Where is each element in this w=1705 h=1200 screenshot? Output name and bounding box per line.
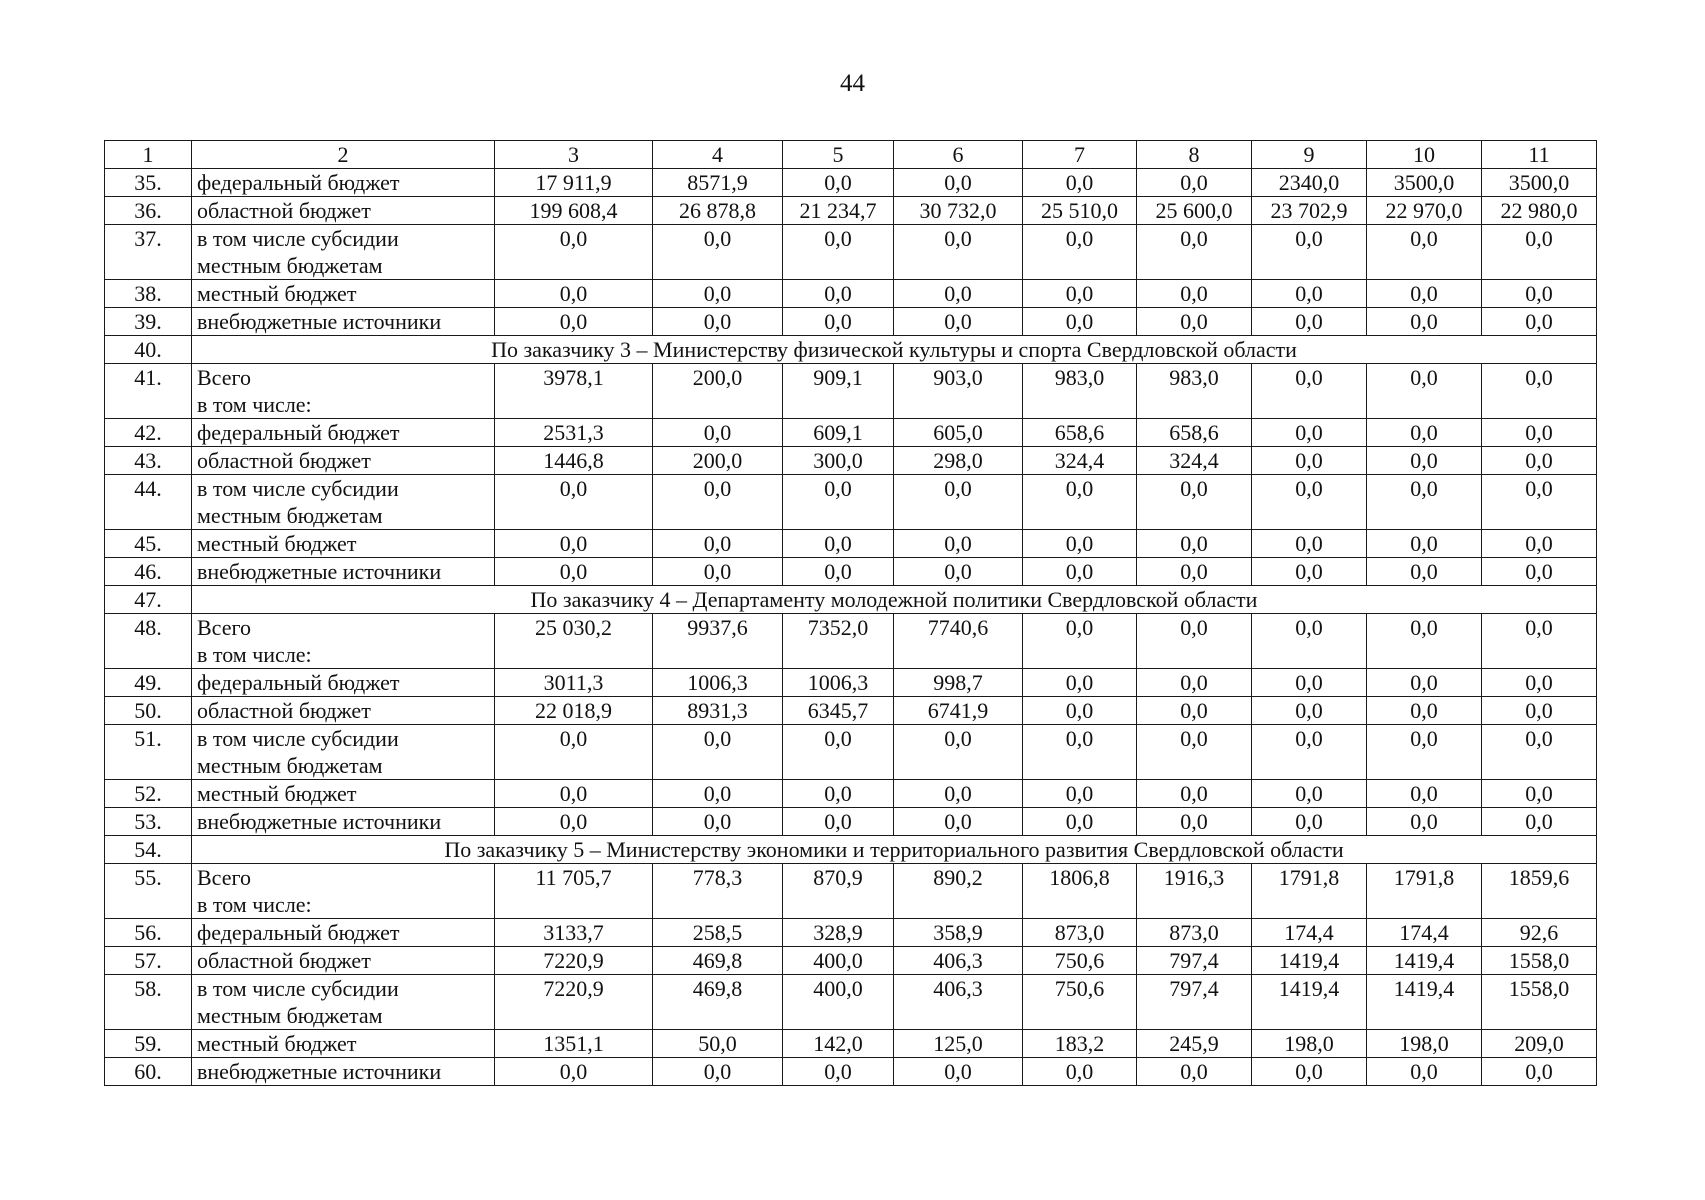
value-cell: 0,0 <box>894 808 1023 836</box>
value-cell: 0,0 <box>1367 614 1482 669</box>
value-cell: 22 018,9 <box>495 697 653 725</box>
value-cell: 328,9 <box>783 919 894 947</box>
row-number: 53. <box>105 808 192 836</box>
value-cell: 199 608,4 <box>495 197 653 225</box>
value-cell: 605,0 <box>894 419 1023 447</box>
value-cell: 750,6 <box>1023 975 1137 1030</box>
value-cell: 0,0 <box>495 808 653 836</box>
table-row <box>105 725 1597 780</box>
value-cell: 778,3 <box>653 864 783 919</box>
value-cell: 25 600,0 <box>1137 197 1252 225</box>
table-row <box>105 669 1597 697</box>
table-row <box>105 1058 1597 1086</box>
value-cell: 0,0 <box>894 169 1023 197</box>
value-cell: 0,0 <box>1482 614 1597 669</box>
section-title: По заказчику 4 – Департаменту молодежной политики Свердловской области <box>192 586 1597 614</box>
value-cell: 406,3 <box>894 947 1023 975</box>
value-cell: 142,0 <box>783 1030 894 1058</box>
value-cell: 0,0 <box>1252 364 1367 419</box>
value-cell: 298,0 <box>894 447 1023 475</box>
value-cell: 200,0 <box>653 447 783 475</box>
value-cell: 400,0 <box>783 975 894 1030</box>
value-cell: 0,0 <box>783 530 894 558</box>
value-cell: 0,0 <box>783 558 894 586</box>
row-label: Всего в том числе: <box>192 614 495 669</box>
value-cell: 0,0 <box>894 1058 1023 1086</box>
value-cell: 0,0 <box>1023 530 1137 558</box>
value-cell: 983,0 <box>1137 364 1252 419</box>
value-cell: 0,0 <box>1367 669 1482 697</box>
value-cell: 797,4 <box>1137 975 1252 1030</box>
column-number-cell: 5 <box>783 141 894 169</box>
row-label: областной бюджет <box>192 197 495 225</box>
value-cell: 7740,6 <box>894 614 1023 669</box>
value-cell: 1419,4 <box>1252 947 1367 975</box>
value-cell: 0,0 <box>1252 697 1367 725</box>
row-number: 54. <box>105 836 192 864</box>
value-cell: 1419,4 <box>1367 947 1482 975</box>
column-number-cell: 1 <box>105 141 192 169</box>
value-cell: 0,0 <box>783 225 894 280</box>
value-cell: 198,0 <box>1252 1030 1367 1058</box>
value-cell: 0,0 <box>1367 558 1482 586</box>
row-number: 58. <box>105 975 192 1030</box>
table-row <box>105 530 1597 558</box>
table-row <box>105 419 1597 447</box>
value-cell: 998,7 <box>894 669 1023 697</box>
value-cell: 0,0 <box>1252 614 1367 669</box>
value-cell: 26 878,8 <box>653 197 783 225</box>
row-label: внебюджетные источники <box>192 1058 495 1086</box>
value-cell: 0,0 <box>1137 669 1252 697</box>
value-cell: 0,0 <box>495 780 653 808</box>
column-number-row <box>105 141 1597 169</box>
value-cell: 0,0 <box>1367 780 1482 808</box>
value-cell: 0,0 <box>1252 447 1367 475</box>
value-cell: 3500,0 <box>1482 169 1597 197</box>
row-label: Всего в том числе: <box>192 864 495 919</box>
value-cell: 0,0 <box>894 280 1023 308</box>
value-cell: 0,0 <box>1252 530 1367 558</box>
table-row <box>105 975 1597 1030</box>
value-cell: 0,0 <box>1367 697 1482 725</box>
value-cell: 2531,3 <box>495 419 653 447</box>
value-cell: 0,0 <box>1023 1058 1137 1086</box>
value-cell: 870,9 <box>783 864 894 919</box>
table-row <box>105 780 1597 808</box>
row-number: 55. <box>105 864 192 919</box>
row-label: внебюджетные источники <box>192 558 495 586</box>
value-cell: 873,0 <box>1023 919 1137 947</box>
value-cell: 1419,4 <box>1367 975 1482 1030</box>
value-cell: 0,0 <box>1482 530 1597 558</box>
value-cell: 3978,1 <box>495 364 653 419</box>
value-cell: 0,0 <box>783 280 894 308</box>
value-cell: 400,0 <box>783 947 894 975</box>
column-number-cell: 8 <box>1137 141 1252 169</box>
row-label: местный бюджет <box>192 280 495 308</box>
value-cell: 0,0 <box>894 308 1023 336</box>
value-cell: 1558,0 <box>1482 975 1597 1030</box>
row-label: федеральный бюджет <box>192 669 495 697</box>
row-number: 36. <box>105 197 192 225</box>
value-cell: 1006,3 <box>783 669 894 697</box>
value-cell: 0,0 <box>495 530 653 558</box>
value-cell: 0,0 <box>495 280 653 308</box>
value-cell: 0,0 <box>1023 169 1137 197</box>
value-cell: 17 911,9 <box>495 169 653 197</box>
value-cell: 0,0 <box>495 475 653 530</box>
value-cell: 23 702,9 <box>1252 197 1367 225</box>
value-cell: 0,0 <box>1023 697 1137 725</box>
row-label: областной бюджет <box>192 447 495 475</box>
row-number: 40. <box>105 336 192 364</box>
value-cell: 174,4 <box>1367 919 1482 947</box>
table-row <box>105 947 1597 975</box>
table-row <box>105 197 1597 225</box>
row-label: федеральный бюджет <box>192 169 495 197</box>
row-number: 38. <box>105 280 192 308</box>
row-number: 49. <box>105 669 192 697</box>
row-number: 43. <box>105 447 192 475</box>
value-cell: 0,0 <box>783 1058 894 1086</box>
value-cell: 0,0 <box>1252 475 1367 530</box>
value-cell: 209,0 <box>1482 1030 1597 1058</box>
value-cell: 609,1 <box>783 419 894 447</box>
value-cell: 0,0 <box>783 475 894 530</box>
row-number: 59. <box>105 1030 192 1058</box>
value-cell: 0,0 <box>1137 614 1252 669</box>
row-number: 46. <box>105 558 192 586</box>
value-cell: 1006,3 <box>653 669 783 697</box>
value-cell: 0,0 <box>1367 364 1482 419</box>
value-cell: 9937,6 <box>653 614 783 669</box>
column-number-cell: 10 <box>1367 141 1482 169</box>
value-cell: 983,0 <box>1023 364 1137 419</box>
value-cell: 0,0 <box>1137 780 1252 808</box>
column-number-cell: 2 <box>192 141 495 169</box>
table-row <box>105 364 1597 419</box>
table-row <box>105 308 1597 336</box>
value-cell: 200,0 <box>653 364 783 419</box>
value-cell: 469,8 <box>653 947 783 975</box>
section-title: По заказчику 3 – Министерству физической культуры и спорта Свердловской области <box>192 336 1597 364</box>
value-cell: 198,0 <box>1367 1030 1482 1058</box>
value-cell: 0,0 <box>1367 725 1482 780</box>
value-cell: 1916,3 <box>1137 864 1252 919</box>
value-cell: 125,0 <box>894 1030 1023 1058</box>
value-cell: 7220,9 <box>495 947 653 975</box>
value-cell: 0,0 <box>1367 447 1482 475</box>
value-cell: 0,0 <box>495 308 653 336</box>
row-number: 52. <box>105 780 192 808</box>
row-number: 44. <box>105 475 192 530</box>
row-number: 57. <box>105 947 192 975</box>
value-cell: 0,0 <box>495 225 653 280</box>
row-number: 41. <box>105 364 192 419</box>
row-number: 47. <box>105 586 192 614</box>
value-cell: 25 030,2 <box>495 614 653 669</box>
row-number: 39. <box>105 308 192 336</box>
value-cell: 0,0 <box>1482 780 1597 808</box>
value-cell: 0,0 <box>1137 725 1252 780</box>
value-cell: 1351,1 <box>495 1030 653 1058</box>
value-cell: 0,0 <box>1023 475 1137 530</box>
value-cell: 183,2 <box>1023 1030 1137 1058</box>
value-cell: 3500,0 <box>1367 169 1482 197</box>
value-cell: 0,0 <box>1023 614 1137 669</box>
value-cell: 8931,3 <box>653 697 783 725</box>
value-cell: 1446,8 <box>495 447 653 475</box>
row-number: 35. <box>105 169 192 197</box>
table-row <box>105 280 1597 308</box>
value-cell: 0,0 <box>1137 225 1252 280</box>
value-cell: 1791,8 <box>1367 864 1482 919</box>
row-label: внебюджетные источники <box>192 308 495 336</box>
budget-table <box>104 140 1597 1086</box>
value-cell: 0,0 <box>1252 558 1367 586</box>
value-cell: 8571,9 <box>653 169 783 197</box>
row-number: 42. <box>105 419 192 447</box>
value-cell: 0,0 <box>653 419 783 447</box>
value-cell: 0,0 <box>653 280 783 308</box>
value-cell: 0,0 <box>1482 475 1597 530</box>
value-cell: 0,0 <box>1367 530 1482 558</box>
table-row <box>105 558 1597 586</box>
column-number-cell: 7 <box>1023 141 1137 169</box>
value-cell: 25 510,0 <box>1023 197 1137 225</box>
value-cell: 0,0 <box>1367 419 1482 447</box>
value-cell: 0,0 <box>1023 308 1137 336</box>
row-label: областной бюджет <box>192 947 495 975</box>
value-cell: 0,0 <box>1367 1058 1482 1086</box>
value-cell: 0,0 <box>1137 308 1252 336</box>
row-label: в том числе субсидии местным бюджетам <box>192 475 495 530</box>
value-cell: 0,0 <box>653 558 783 586</box>
value-cell: 0,0 <box>1137 530 1252 558</box>
value-cell: 0,0 <box>1482 447 1597 475</box>
value-cell: 1859,6 <box>1482 864 1597 919</box>
table-row <box>105 169 1597 197</box>
value-cell: 0,0 <box>653 475 783 530</box>
column-number-cell: 11 <box>1482 141 1597 169</box>
value-cell: 0,0 <box>1482 308 1597 336</box>
value-cell: 909,1 <box>783 364 894 419</box>
value-cell: 1806,8 <box>1023 864 1137 919</box>
row-number: 56. <box>105 919 192 947</box>
value-cell: 0,0 <box>1137 697 1252 725</box>
row-label: в том числе субсидии местным бюджетам <box>192 725 495 780</box>
value-cell: 0,0 <box>894 558 1023 586</box>
value-cell: 0,0 <box>653 308 783 336</box>
value-cell: 0,0 <box>1482 1058 1597 1086</box>
value-cell: 0,0 <box>1023 725 1137 780</box>
value-cell: 0,0 <box>1023 669 1137 697</box>
value-cell: 0,0 <box>894 530 1023 558</box>
value-cell: 50,0 <box>653 1030 783 1058</box>
value-cell: 0,0 <box>1482 808 1597 836</box>
value-cell: 3011,3 <box>495 669 653 697</box>
value-cell: 0,0 <box>653 725 783 780</box>
row-label: Всего в том числе: <box>192 364 495 419</box>
value-cell: 0,0 <box>1137 280 1252 308</box>
value-cell: 0,0 <box>1482 280 1597 308</box>
section-title: По заказчику 5 – Министерству экономики и территориального развития Свердловской области <box>192 836 1597 864</box>
value-cell: 0,0 <box>783 780 894 808</box>
value-cell: 0,0 <box>1252 419 1367 447</box>
value-cell: 469,8 <box>653 975 783 1030</box>
value-cell: 658,6 <box>1137 419 1252 447</box>
value-cell: 21 234,7 <box>783 197 894 225</box>
value-cell: 0,0 <box>1252 808 1367 836</box>
table-row <box>105 697 1597 725</box>
value-cell: 7352,0 <box>783 614 894 669</box>
value-cell: 658,6 <box>1023 419 1137 447</box>
table-row <box>105 919 1597 947</box>
value-cell: 0,0 <box>1252 225 1367 280</box>
value-cell: 0,0 <box>1023 225 1137 280</box>
value-cell: 0,0 <box>1482 697 1597 725</box>
value-cell: 797,4 <box>1137 947 1252 975</box>
value-cell: 0,0 <box>1252 669 1367 697</box>
value-cell: 406,3 <box>894 975 1023 1030</box>
row-label: в том числе субсидии местным бюджетам <box>192 975 495 1030</box>
value-cell: 358,9 <box>894 919 1023 947</box>
value-cell: 1419,4 <box>1252 975 1367 1030</box>
value-cell: 0,0 <box>1482 558 1597 586</box>
row-label: областной бюджет <box>192 697 495 725</box>
section-row <box>105 836 1597 864</box>
value-cell: 0,0 <box>1252 280 1367 308</box>
value-cell: 0,0 <box>1137 1058 1252 1086</box>
value-cell: 0,0 <box>783 308 894 336</box>
value-cell: 1558,0 <box>1482 947 1597 975</box>
value-cell: 0,0 <box>495 558 653 586</box>
column-number-cell: 9 <box>1252 141 1367 169</box>
value-cell: 22 970,0 <box>1367 197 1482 225</box>
value-cell: 0,0 <box>1367 308 1482 336</box>
value-cell: 0,0 <box>894 725 1023 780</box>
value-cell: 0,0 <box>894 780 1023 808</box>
table-row <box>105 614 1597 669</box>
value-cell: 0,0 <box>1367 280 1482 308</box>
value-cell: 0,0 <box>1023 280 1137 308</box>
value-cell: 2340,0 <box>1252 169 1367 197</box>
row-number: 48. <box>105 614 192 669</box>
value-cell: 6741,9 <box>894 697 1023 725</box>
value-cell: 0,0 <box>653 780 783 808</box>
value-cell: 0,0 <box>783 169 894 197</box>
value-cell: 324,4 <box>1137 447 1252 475</box>
row-label: внебюджетные источники <box>192 808 495 836</box>
value-cell: 30 732,0 <box>894 197 1023 225</box>
value-cell: 0,0 <box>1023 558 1137 586</box>
value-cell: 903,0 <box>894 364 1023 419</box>
value-cell: 0,0 <box>653 530 783 558</box>
table-row <box>105 864 1597 919</box>
value-cell: 873,0 <box>1137 919 1252 947</box>
value-cell: 0,0 <box>1482 419 1597 447</box>
value-cell: 0,0 <box>1137 808 1252 836</box>
value-cell: 258,5 <box>653 919 783 947</box>
value-cell: 0,0 <box>1252 780 1367 808</box>
table-row <box>105 475 1597 530</box>
column-number-cell: 4 <box>653 141 783 169</box>
row-label: местный бюджет <box>192 780 495 808</box>
value-cell: 0,0 <box>894 225 1023 280</box>
row-number: 50. <box>105 697 192 725</box>
value-cell: 0,0 <box>1367 475 1482 530</box>
row-label: федеральный бюджет <box>192 919 495 947</box>
value-cell: 11 705,7 <box>495 864 653 919</box>
section-row <box>105 586 1597 614</box>
value-cell: 300,0 <box>783 447 894 475</box>
row-number: 37. <box>105 225 192 280</box>
value-cell: 0,0 <box>1252 1058 1367 1086</box>
value-cell: 0,0 <box>1252 308 1367 336</box>
table-row <box>105 447 1597 475</box>
value-cell: 0,0 <box>783 808 894 836</box>
value-cell: 324,4 <box>1023 447 1137 475</box>
value-cell: 92,6 <box>1482 919 1597 947</box>
row-number: 51. <box>105 725 192 780</box>
table-row <box>105 225 1597 280</box>
value-cell: 750,6 <box>1023 947 1137 975</box>
value-cell: 890,2 <box>894 864 1023 919</box>
value-cell: 3133,7 <box>495 919 653 947</box>
value-cell: 0,0 <box>1023 780 1137 808</box>
value-cell: 7220,9 <box>495 975 653 1030</box>
row-label: местный бюджет <box>192 1030 495 1058</box>
value-cell: 0,0 <box>1252 725 1367 780</box>
value-cell: 0,0 <box>1367 808 1482 836</box>
value-cell: 6345,7 <box>783 697 894 725</box>
value-cell: 0,0 <box>653 808 783 836</box>
row-label: в том числе субсидии местным бюджетам <box>192 225 495 280</box>
value-cell: 0,0 <box>1137 475 1252 530</box>
value-cell: 245,9 <box>1137 1030 1252 1058</box>
row-label: местный бюджет <box>192 530 495 558</box>
column-number-cell: 3 <box>495 141 653 169</box>
value-cell: 0,0 <box>495 1058 653 1086</box>
value-cell: 0,0 <box>1482 669 1597 697</box>
section-row <box>105 336 1597 364</box>
value-cell: 174,4 <box>1252 919 1367 947</box>
value-cell: 0,0 <box>1482 364 1597 419</box>
value-cell: 0,0 <box>1482 225 1597 280</box>
row-label: федеральный бюджет <box>192 419 495 447</box>
value-cell: 0,0 <box>1367 225 1482 280</box>
row-number: 60. <box>105 1058 192 1086</box>
value-cell: 22 980,0 <box>1482 197 1597 225</box>
table-row <box>105 1030 1597 1058</box>
value-cell: 0,0 <box>783 725 894 780</box>
table-row <box>105 808 1597 836</box>
page-number: 44 <box>840 70 865 97</box>
value-cell: 0,0 <box>653 225 783 280</box>
value-cell: 0,0 <box>1137 169 1252 197</box>
row-number: 45. <box>105 530 192 558</box>
column-number-cell: 6 <box>894 141 1023 169</box>
value-cell: 0,0 <box>1137 558 1252 586</box>
value-cell: 0,0 <box>495 725 653 780</box>
value-cell: 0,0 <box>1482 725 1597 780</box>
value-cell: 0,0 <box>894 475 1023 530</box>
value-cell: 1791,8 <box>1252 864 1367 919</box>
value-cell: 0,0 <box>1023 808 1137 836</box>
value-cell: 0,0 <box>653 1058 783 1086</box>
